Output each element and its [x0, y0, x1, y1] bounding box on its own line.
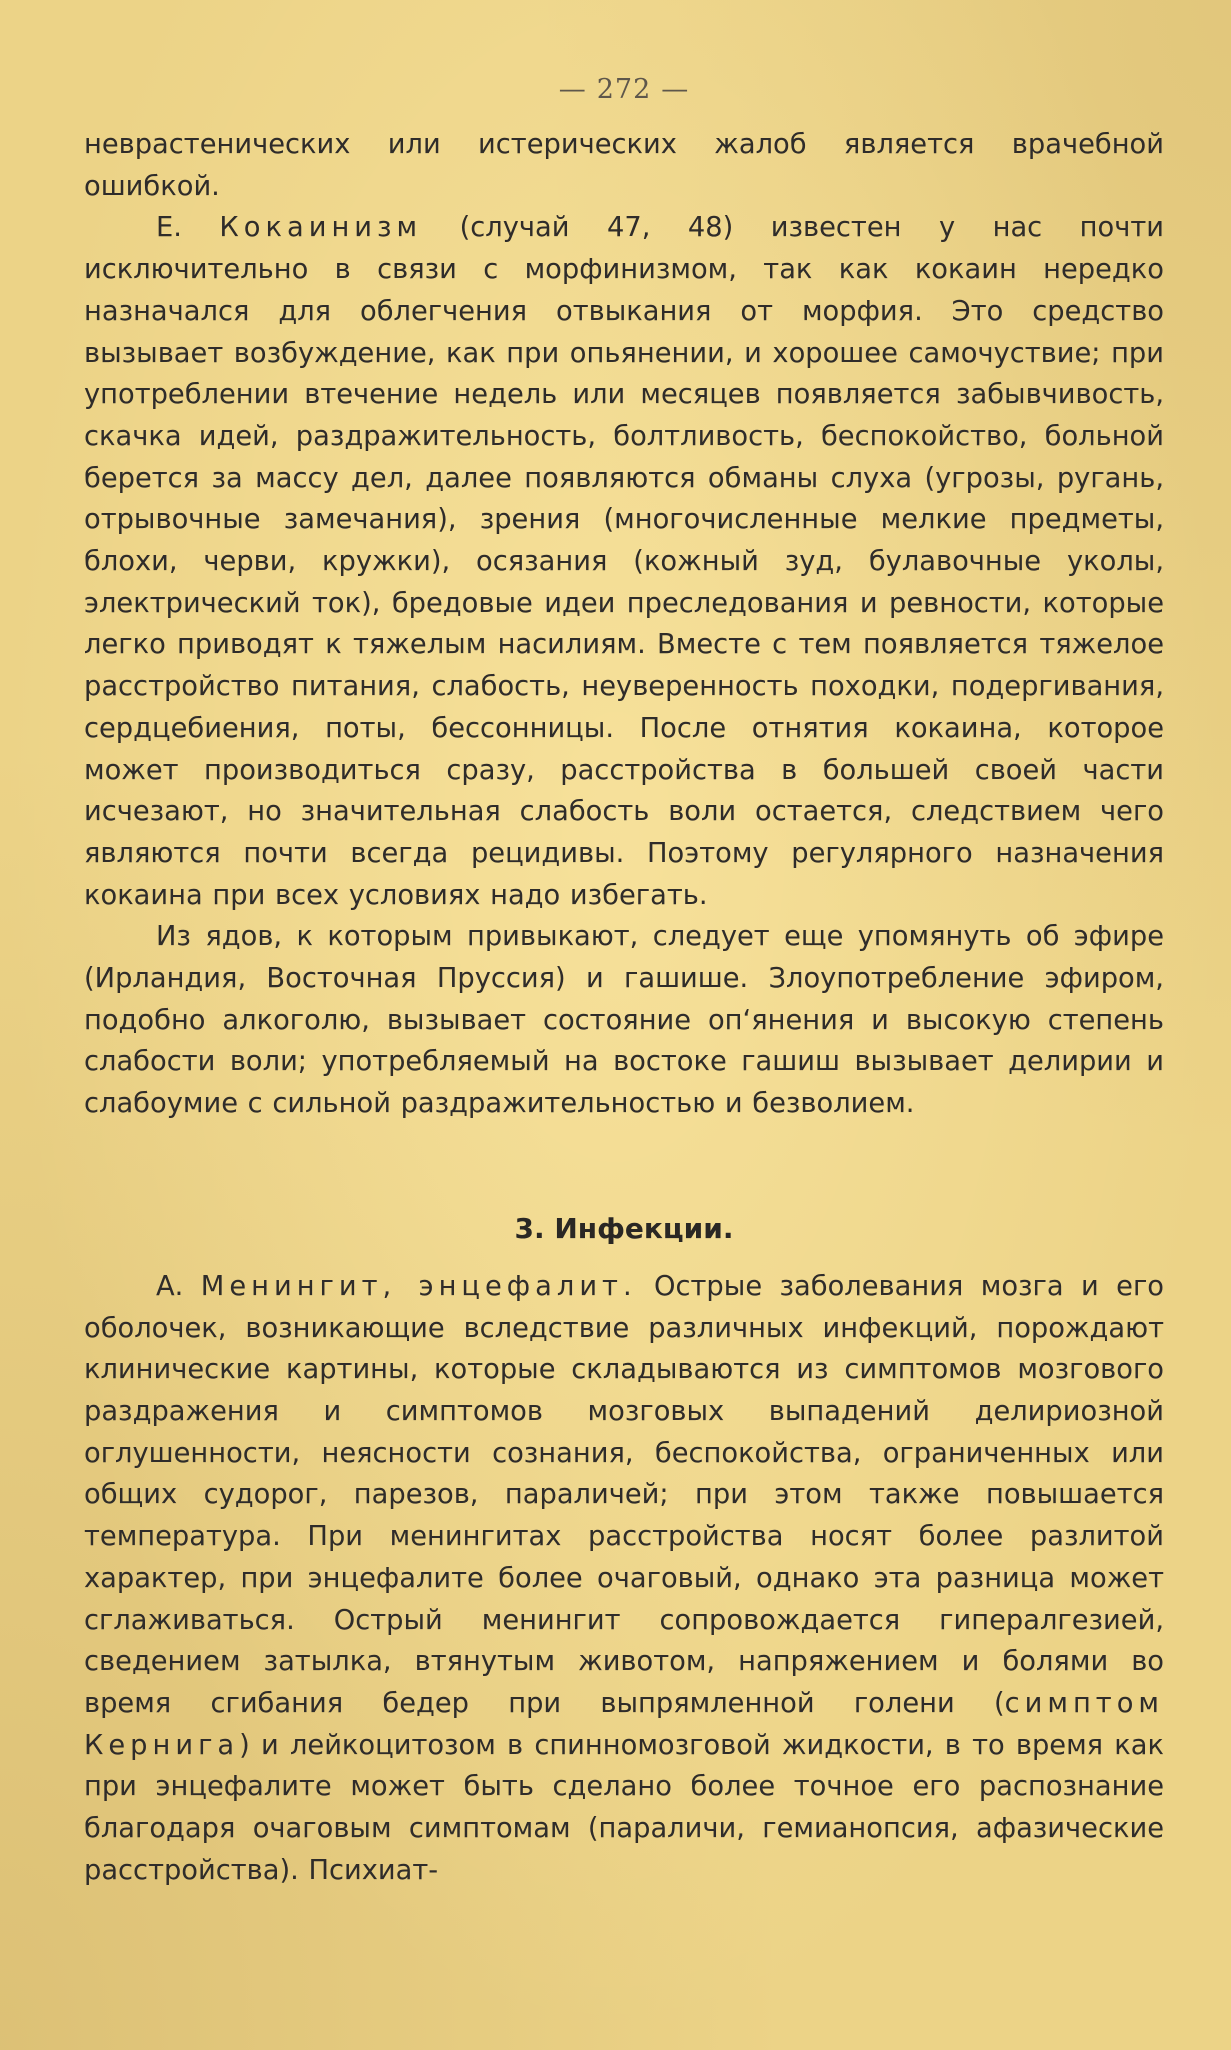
paragraph-cocainism-lead: Е. — [156, 212, 220, 244]
paragraph-meningitis-text-b: ) и лейкоцитозом в спинномозговой жидкости, в то время как при энцефалите может быть сделано более точное его распознание благодаря очаговым симптомам (параличи, гемианопсия, афазические расстройства). Психиат- — [84, 1729, 1164, 1886]
term-meningitis: Менингит, энцефалит. — [200, 1270, 637, 1302]
section-heading: 3. Инфекции. — [514, 1211, 734, 1245]
paragraph-meningitis-text-a: Острые заболевания мозга и его оболочек, возникающие вследствие различных инфекций, порождают клинические картины, которые складываются из симптомов мозгового раздражения и симптомов мозговых выпадений делириозной оглушенности, неясности сознания, беспокойства, ограниченных или общих судорог, парезов, параличей; при этом также повышается температура. При менингитах расстройства носят более разлитой характер, при энцефалите более очаговый, однако эта разница может сглаживаться. Острый менингит сопровождается гипералгезией, сведением затылка, втянутым животом, напряжением и болями во время сгибания бедер при выпрямленной голени ( — [84, 1270, 1165, 1719]
paragraph-poisons: Из ядов, к которым привыкают, следует еще упомянуть об эфире (Ирландия, Восточная Пруссия) и гашише. Злоупотребление эфиром, подобно алкоголю, вызывает состояние оп‘янения и высокую степень слабости воли; употребляемый на востоке гашиш вызывает делирии и слабоумие с сильной раздражительностью и безволием. — [84, 921, 1164, 1120]
page-number-value: 272 — [596, 74, 652, 105]
paragraph-cocainism-text: (случай 47, 48) известен у нас почти исключительно в связи с морфинизмом, так как кокаин нередко назначался для облегчения отвыкания от морфия. Это средство вызывает возбуждение, как при опьянении, и хорошее самочуствие; при употреблении втечение недель или месяцев появляется забывчивость, скачка идей, раздражительность, болтливость, беспокойство, больной берется за массу дел, далее появляются обманы слуха (угрозы, ругань, отрывочные замечания), зрения (многочисленные мелкие предметы, блохи, черви, кружки), осязания (кожный зуд, булавочные уколы, электрический ток), бредовые идеи преследования и ревности, которые легко приводят к тяжелым насилиям. Вместе с тем появляется тяжелое расстройство питания, слабость, неуверенность походки, подергивания, сердцебиения, поты, бессонницы. После отнятия кокаина, которое может производиться сразу, расстройства в большей своей части исчезают, но значительная слабость воли остается, следствием чего являются почти всегда рецидивы. Поэтому регулярного назначения кокаина при всех условиях надо избегать. — [84, 212, 1164, 911]
term-cocainism: Кокаинизм — [219, 212, 423, 244]
paragraph-meningitis-lead: А. — [156, 1270, 201, 1302]
page-number-dash-left: — — [558, 74, 587, 105]
term-kernig-sign: симптом Кернига — [84, 1687, 1164, 1761]
paragraph-cocainism — [84, 207, 1164, 916]
page-number — [84, 70, 1164, 110]
paragraph-continuation: неврастенических или истерических жалоб является врачебной ошибкой. — [84, 129, 1164, 202]
page-content — [84, 70, 1164, 1891]
page-number-dash-right: — — [661, 74, 690, 105]
paragraph-meningitis — [84, 1266, 1164, 1892]
